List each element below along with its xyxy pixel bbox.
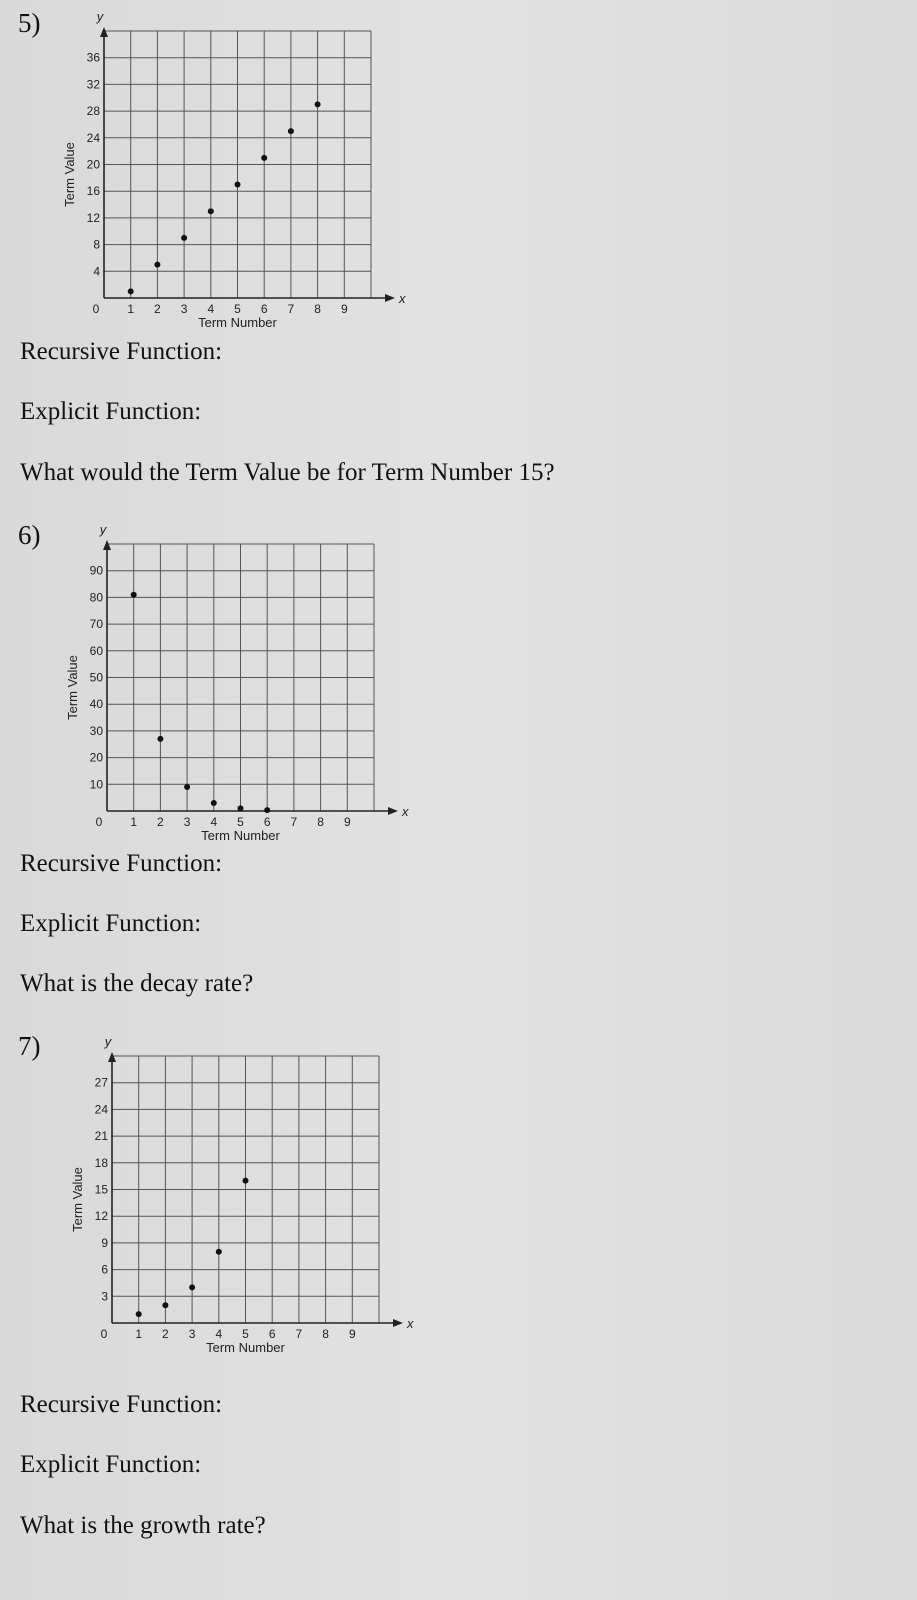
y-tick-label: 40 (89, 697, 103, 712)
y-tick-label: 3 (101, 1289, 108, 1304)
explicit-function-label: Explicit Function: (20, 1451, 202, 1478)
data-point (154, 262, 160, 268)
x-axis-letter: x (407, 1316, 414, 1331)
x-axis-letter: x (402, 804, 409, 819)
x-axis-title: Term Number (198, 315, 277, 330)
problem-number: 6) (18, 520, 41, 550)
y-tick-label: 28 (86, 104, 100, 119)
x-tick-label: 5 (237, 815, 244, 829)
y-tick-label: 24 (86, 130, 100, 145)
y-tick-label: 30 (89, 723, 103, 738)
x-axis-arrow-icon (388, 807, 398, 815)
origin-label: 0 (100, 1327, 108, 1341)
data-point (208, 208, 214, 214)
problem-number: 5) (18, 8, 41, 38)
y-tick-label: 18 (94, 1155, 108, 1170)
y-tick-label: 12 (86, 210, 100, 225)
y-tick-label: 90 (89, 563, 103, 578)
data-point (216, 1249, 222, 1255)
data-point (189, 1284, 195, 1290)
data-point (128, 288, 134, 294)
data-point (243, 1178, 249, 1184)
x-tick-label: 9 (343, 815, 351, 829)
explicit-function-label: Explicit Function: (20, 910, 202, 937)
x-tick-label: 7 (287, 302, 295, 316)
x-axis-title: Term Number (201, 828, 280, 843)
data-point (181, 235, 187, 241)
y-tick-label: 16 (86, 184, 100, 199)
data-point (264, 807, 270, 813)
y-axis-letter: y (99, 522, 107, 537)
question: What would the Term Value be for Term Number 15? (20, 459, 555, 486)
x-tick-label: 3 (188, 1327, 196, 1341)
x-tick-label: 3 (180, 302, 188, 316)
x-tick-label: 5 (242, 1327, 249, 1341)
y-axis-letter: y (104, 1034, 112, 1049)
y-tick-label: 50 (89, 670, 103, 685)
x-tick-label: 4 (207, 302, 215, 316)
data-point (131, 592, 137, 598)
x-tick-label: 6 (268, 1327, 276, 1341)
data-point (184, 784, 190, 790)
x-tick-label: 4 (210, 815, 218, 829)
y-tick-label: 15 (94, 1182, 108, 1197)
x-tick-label: 5 (234, 302, 241, 316)
y-axis-arrow-icon (103, 540, 111, 550)
y-tick-label: 36 (86, 50, 100, 65)
y-tick-label: 20 (86, 157, 100, 172)
x-tick-label: 8 (317, 815, 324, 829)
x-tick-label: 2 (157, 815, 164, 829)
data-point (162, 1302, 168, 1308)
x-tick-label: 3 (183, 815, 191, 829)
data-point (136, 1311, 142, 1317)
y-tick-label: 60 (89, 643, 103, 658)
y-tick-label: 80 (89, 590, 103, 605)
explicit-function-label: Explicit Function: (20, 398, 202, 425)
x-tick-label: 8 (322, 1327, 329, 1341)
x-tick-label: 2 (162, 1327, 169, 1341)
x-tick-label: 1 (127, 302, 135, 316)
data-point (211, 800, 217, 806)
recursive-function-label: Recursive Function: (20, 850, 223, 877)
x-axis-arrow-icon (385, 294, 395, 302)
y-tick-label: 21 (94, 1129, 108, 1144)
y-tick-label: 4 (93, 264, 100, 279)
recursive-function-label: Recursive Function: (20, 1391, 223, 1418)
y-axis-title: Term Value (70, 1167, 85, 1232)
y-tick-label: 12 (94, 1209, 108, 1224)
x-tick-label: 7 (290, 815, 298, 829)
x-tick-label: 6 (260, 302, 268, 316)
chart-problem-6 (53, 518, 409, 848)
y-tick-label: 24 (94, 1102, 108, 1117)
chart-problem-7 (58, 1030, 414, 1360)
data-point (288, 128, 294, 134)
y-tick-label: 20 (89, 750, 103, 765)
x-tick-label: 1 (130, 815, 138, 829)
y-tick-label: 10 (89, 777, 103, 792)
data-point (238, 805, 244, 811)
data-point (261, 155, 267, 161)
x-tick-label: 8 (314, 302, 321, 316)
recursive-function-label: Recursive Function: (20, 338, 223, 365)
y-axis-title: Term Value (65, 655, 80, 720)
y-tick-label: 6 (101, 1262, 108, 1277)
x-tick-label: 6 (263, 815, 271, 829)
y-axis-letter: y (96, 9, 104, 24)
x-tick-label: 2 (154, 302, 161, 316)
question: What is the decay rate? (20, 970, 254, 997)
x-axis-title: Term Number (206, 1340, 285, 1355)
y-tick-label: 8 (93, 237, 100, 252)
x-tick-label: 7 (295, 1327, 303, 1341)
data-point (157, 736, 163, 742)
y-axis-arrow-icon (108, 1052, 116, 1062)
data-point (235, 182, 241, 188)
y-tick-label: 9 (101, 1235, 108, 1250)
x-axis-letter: x (399, 291, 406, 306)
question: What is the growth rate? (20, 1512, 266, 1539)
y-axis-title: Term Value (62, 142, 77, 207)
x-tick-label: 9 (340, 302, 348, 316)
y-tick-label: 27 (94, 1075, 108, 1090)
origin-label: 0 (95, 815, 103, 829)
data-point (315, 101, 321, 107)
origin-label: 0 (92, 302, 100, 316)
x-axis-arrow-icon (393, 1319, 403, 1327)
problem-number: 7) (18, 1031, 41, 1061)
x-tick-label: 1 (135, 1327, 143, 1341)
chart-problem-5 (50, 5, 406, 335)
x-tick-label: 4 (215, 1327, 223, 1341)
x-tick-label: 9 (348, 1327, 356, 1341)
y-tick-label: 70 (89, 617, 103, 632)
y-tick-label: 32 (86, 77, 100, 92)
y-axis-arrow-icon (100, 27, 108, 37)
